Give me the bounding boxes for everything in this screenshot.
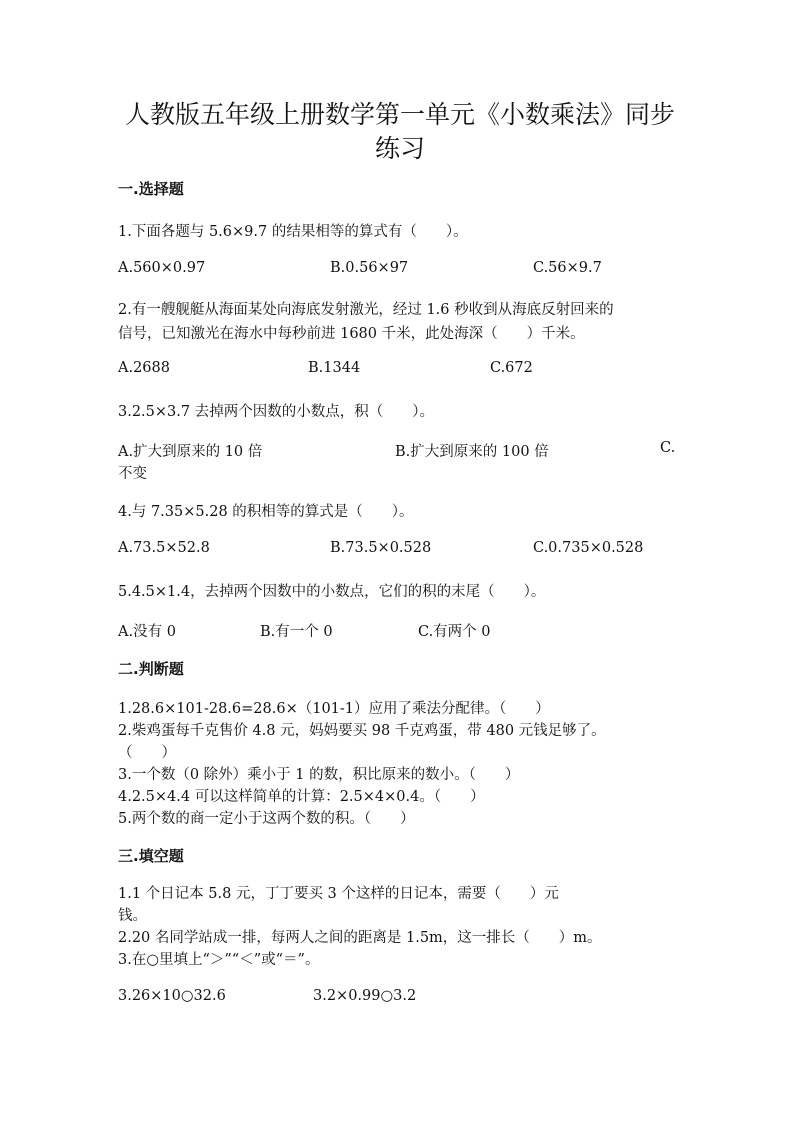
choice-q4-option-b: B.73.5×0.528 bbox=[330, 540, 432, 556]
choice-q1-option-c: C.56×9.7 bbox=[533, 260, 602, 276]
section-heading-choice: 一.选择题 bbox=[118, 180, 184, 198]
choice-q5-option-a: A.没有 0 bbox=[118, 624, 176, 640]
judge-q3: 3.一个数（0 除外）乘小于 1 的数，积比原来的数小。（ ） bbox=[118, 767, 520, 783]
page-title-line1: 人教版五年级上册数学第一单元《小数乘法》同步 bbox=[124, 100, 675, 129]
fill-q3-item-b: 3.2×0.99○3.2 bbox=[313, 988, 417, 1004]
choice-q2-option-a: A.2688 bbox=[118, 360, 170, 376]
choice-q5-option-c: C.有两个 0 bbox=[418, 624, 491, 640]
section-heading-judge: 二.判断题 bbox=[118, 660, 184, 678]
choice-q3-option-c-wrap: 不变 bbox=[118, 466, 147, 482]
choice-q2-text-line2: 信号，已知激光在海水中每秒前进 1680 千米，此处海深（ ）千米。 bbox=[118, 326, 585, 342]
choice-q3-option-a: A.扩大到原来的 10 倍 bbox=[118, 444, 263, 460]
choice-q4-option-c: C.0.735×0.528 bbox=[533, 540, 644, 556]
judge-q1: 1.28.6×101-28.6=28.6×（101-1）应用了乘法分配律。（ ） bbox=[118, 701, 550, 717]
choice-q5-option-b: B.有一个 0 bbox=[260, 624, 333, 640]
choice-q1-text: 1.下面各题与 5.6×9.7 的结果相等的算式有（ ）。 bbox=[118, 224, 468, 240]
judge-q5: 5.两个数的商一定小于这两个数的积。（ ） bbox=[118, 811, 415, 827]
judge-q2-line2: （ ） bbox=[118, 745, 176, 761]
choice-q4-option-a: A.73.5×52.8 bbox=[118, 540, 210, 556]
page-title-line2: 练习 bbox=[374, 134, 425, 163]
fill-q3-item-a: 3.26×10○32.6 bbox=[118, 988, 226, 1004]
choice-q5-text: 5.4.5×1.4，去掉两个因数中的小数点，它们的积的末尾（ ）。 bbox=[118, 584, 546, 600]
choice-q1-option-b: B.0.56×97 bbox=[330, 260, 409, 276]
choice-q3-text: 3.2.5×3.7 去掉两个因数的小数点，积（ ）。 bbox=[118, 404, 434, 420]
choice-q2-text-line1: 2.有一艘舰艇从海面某处向海底发射激光，经过 1.6 秒收到从海底反射回来的 bbox=[118, 302, 614, 318]
fill-q1-line1: 1.1 个日记本 5.8 元，丁丁要买 3 个这样的日记本，需要（ ）元 bbox=[118, 886, 559, 902]
section-heading-fill: 三.填空题 bbox=[118, 847, 184, 865]
choice-q3-option-b: B.扩大到原来的 100 倍 bbox=[395, 444, 549, 460]
choice-q2-option-b: B.1344 bbox=[308, 360, 361, 376]
fill-q3: 3.在○里填上“＞”“＜”或“＝”。 bbox=[118, 952, 320, 968]
choice-q1-option-a: A.560×0.97 bbox=[118, 260, 206, 276]
judge-q2-line1: 2.柴鸡蛋每千克售价 4.8 元，妈妈要买 98 千克鸡蛋，带 480 元钱足够了。 bbox=[118, 723, 606, 739]
judge-q4: 4.2.5×4.4 可以这样简单的计算：2.5×4×0.4。（ ） bbox=[118, 789, 485, 805]
fill-q2: 2.20 名同学站成一排，每两人之间的距离是 1.5m，这一排长（ ）m。 bbox=[118, 930, 602, 946]
choice-q4-text: 4.与 7.35×5.28 的积相等的算式是（ ）。 bbox=[118, 504, 414, 520]
choice-q2-option-c: C.672 bbox=[490, 360, 533, 376]
fill-q1-line2: 钱。 bbox=[118, 908, 147, 924]
choice-q3-option-c: C. bbox=[660, 440, 676, 456]
